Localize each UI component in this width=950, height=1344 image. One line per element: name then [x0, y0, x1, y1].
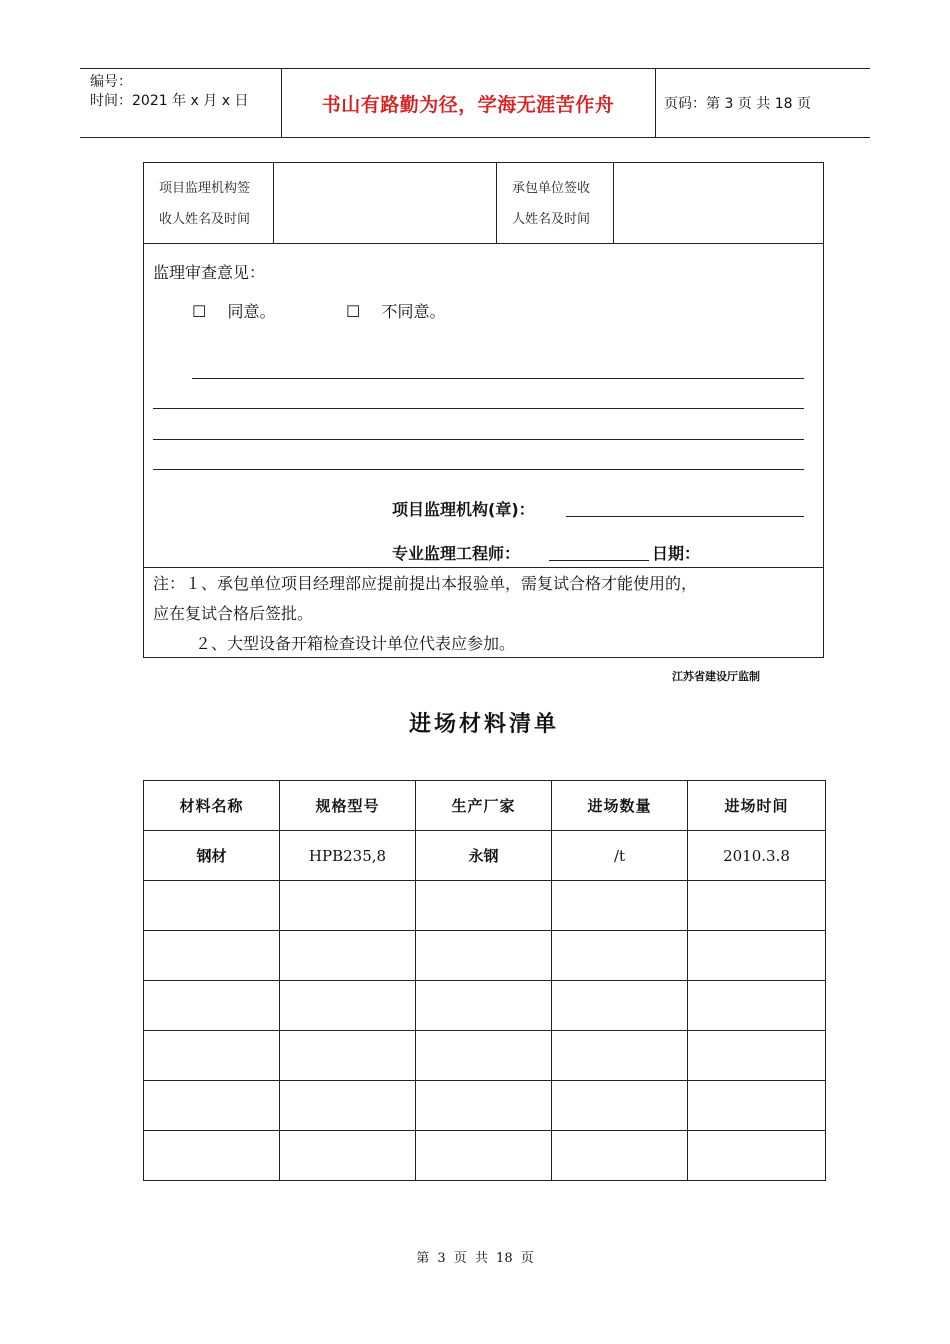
- table-cell[interactable]: [280, 1081, 416, 1131]
- supervisor-sign-field[interactable]: [274, 163, 496, 243]
- column-header: 材料名称: [144, 781, 280, 831]
- note-line: 应在复试合格后签批。: [153, 604, 314, 623]
- table-cell[interactable]: [280, 1031, 416, 1081]
- table-cell[interactable]: [280, 981, 416, 1031]
- table-cell[interactable]: [144, 1131, 280, 1181]
- column-header: 进场时间: [688, 781, 826, 831]
- table-cell[interactable]: [552, 931, 688, 981]
- disagree-label: 不同意。: [381, 302, 446, 321]
- table-row: [144, 931, 826, 981]
- table-cell[interactable]: [280, 881, 416, 931]
- table-cell[interactable]: 永钢: [416, 831, 552, 881]
- column-header: 进场数量: [552, 781, 688, 831]
- doc-number-label: 编号：: [90, 74, 132, 90]
- table-row: [144, 981, 826, 1031]
- review-form: [143, 162, 824, 658]
- table-row: [144, 1131, 826, 1181]
- table-cell[interactable]: [688, 1031, 826, 1081]
- opinion-line[interactable]: [153, 439, 804, 440]
- table-cell[interactable]: [280, 931, 416, 981]
- disagree-checkbox[interactable]: ☐: [346, 302, 361, 321]
- table-cell[interactable]: 钢材: [144, 831, 280, 881]
- supervisor-sign-label-line: 项目监理机构签: [159, 181, 251, 196]
- supervisor-sign-label-line: 收人姓名及时间: [159, 212, 251, 227]
- column-header: 规格型号: [280, 781, 416, 831]
- contractor-sign-field[interactable]: [614, 163, 823, 243]
- table-cell[interactable]: [416, 881, 552, 931]
- date-label: 日期：: [652, 544, 701, 563]
- agree-checkbox[interactable]: ☐: [192, 302, 207, 321]
- org-seal-label: 项目监理机构(章)：: [392, 500, 535, 519]
- opinion-line[interactable]: [153, 469, 804, 470]
- issuer-mark: 江苏省建设厅监制: [672, 670, 760, 683]
- table-cell[interactable]: [416, 1031, 552, 1081]
- table-cell[interactable]: [688, 1081, 826, 1131]
- header-page-label: 页码：第 3 页 共 18 页: [664, 96, 811, 112]
- row-divider: [144, 567, 823, 568]
- table-row: [144, 831, 826, 881]
- agree-option[interactable]: [192, 299, 275, 322]
- agree-label: 同意。: [227, 302, 276, 321]
- cell-divider: [496, 163, 497, 243]
- table-cell[interactable]: [416, 931, 552, 981]
- page-header: [80, 68, 870, 138]
- column-header: 生产厂家: [416, 781, 552, 831]
- table-cell[interactable]: [688, 981, 826, 1031]
- table-row: [144, 881, 826, 931]
- table-cell[interactable]: [416, 981, 552, 1031]
- note-line: ２、大型设备开箱检查设计单位代表应参加。: [195, 634, 516, 653]
- table-cell[interactable]: /t: [552, 831, 688, 881]
- doc-time-label: 时间：2021 年 x 月 x 日: [90, 93, 249, 109]
- table-cell[interactable]: 2010.3.8: [688, 831, 826, 881]
- table-cell[interactable]: [416, 1131, 552, 1181]
- table-row: [144, 1081, 826, 1131]
- list-title: 进场材料清单: [408, 712, 559, 737]
- engineer-label: 专业监理工程师：: [392, 544, 521, 563]
- table-cell[interactable]: [552, 1131, 688, 1181]
- form-notes: [153, 569, 821, 659]
- row-divider: [144, 243, 823, 244]
- table-cell[interactable]: [144, 1081, 280, 1131]
- contractor-sign-label-line: 承包单位签收: [512, 181, 591, 196]
- table-cell[interactable]: [688, 881, 826, 931]
- disagree-option[interactable]: [346, 299, 445, 322]
- table-cell[interactable]: [280, 1131, 416, 1181]
- contractor-sign-label-line: 人姓名及时间: [512, 212, 591, 227]
- table-cell[interactable]: [144, 1031, 280, 1081]
- opinion-title: 监理审查意见：: [153, 263, 266, 282]
- table-cell[interactable]: [416, 1081, 552, 1131]
- table-row: [144, 1031, 826, 1081]
- table-cell[interactable]: [144, 981, 280, 1031]
- table-cell[interactable]: [144, 931, 280, 981]
- header-divider: [655, 69, 656, 137]
- supervisor-sign-label: [159, 173, 250, 235]
- engineer-field[interactable]: [549, 560, 649, 561]
- table-cell[interactable]: [552, 1031, 688, 1081]
- header-meta: [90, 73, 248, 111]
- note-line: 注：１、承包单位项目经理部应提前提出本报验单，需复试合格才能使用的，: [153, 574, 698, 593]
- opinion-line[interactable]: [153, 408, 804, 409]
- table-cell[interactable]: [552, 1081, 688, 1131]
- table-cell[interactable]: HPB235,8: [280, 831, 416, 881]
- contractor-sign-label: [512, 173, 590, 235]
- page-footer: 第 3 页 共 18 页: [416, 1251, 534, 1266]
- opinion-line[interactable]: [192, 378, 804, 379]
- org-seal-field[interactable]: [566, 516, 804, 517]
- table-header-row: [144, 781, 826, 831]
- table-cell[interactable]: [688, 1131, 826, 1181]
- table-cell[interactable]: [552, 881, 688, 931]
- table-cell[interactable]: [144, 881, 280, 931]
- table-cell[interactable]: [552, 981, 688, 1031]
- material-table: [143, 780, 826, 1181]
- table-cell[interactable]: [688, 931, 826, 981]
- header-motto: 书山有路勤为径，学海无涯苦作舟: [321, 93, 615, 116]
